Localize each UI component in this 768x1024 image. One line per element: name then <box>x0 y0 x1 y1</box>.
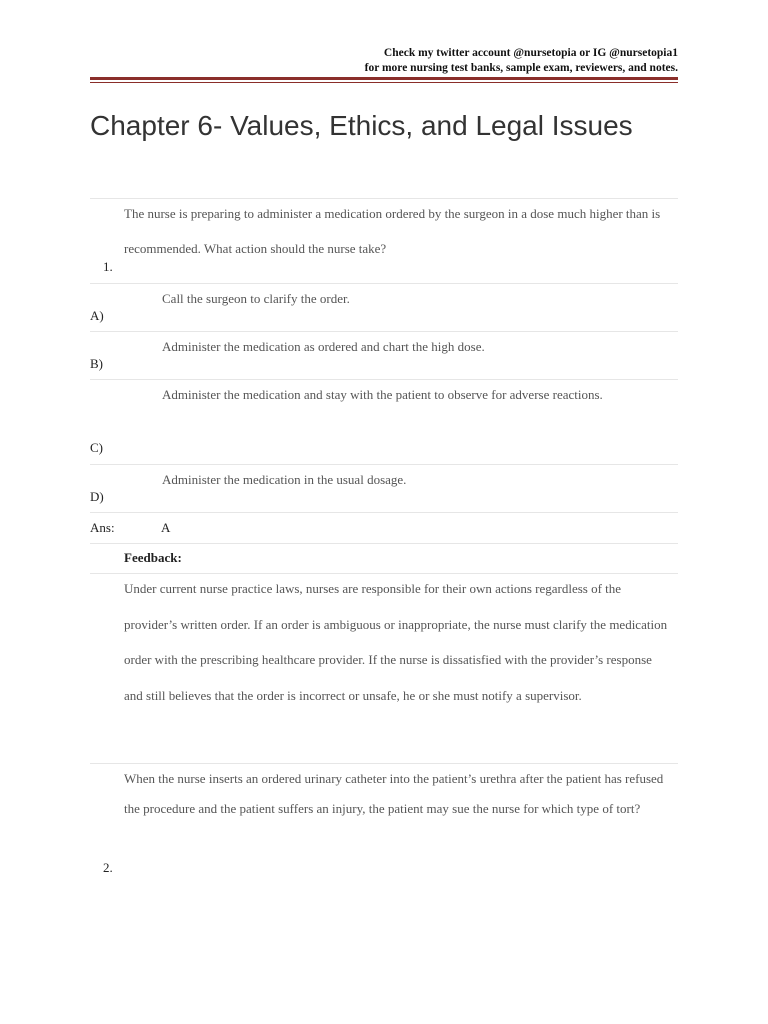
option-b-text: Administer the medication as ordered and chart the high dose. <box>162 339 485 354</box>
feedback-label-row <box>90 543 678 573</box>
question-1-text: The nurse is preparing to administer a medication ordered by the surgeon in a dose much higher than is recommended. What action should the nurse take? <box>124 206 661 256</box>
question-2-row <box>90 763 678 883</box>
question-2-number: 2. <box>103 860 113 875</box>
header-rule-thin <box>90 82 678 83</box>
option-d-letter: D) <box>90 489 104 504</box>
option-d-text: Administer the medication in the usual dosage. <box>162 472 407 487</box>
question-1-number: 1. <box>103 259 113 274</box>
option-a-text: Call the surgeon to clarify the order. <box>162 291 350 306</box>
option-b-row <box>90 331 678 379</box>
question-2-text: When the nurse inserts an ordered urinary catheter into the patient’s urethra after the patient has refused the procedure and the patient suffers an injury, the patient may sue the nurse for which type of tort? <box>124 771 664 816</box>
feedback-row <box>90 573 678 763</box>
header-line-2: for more nursing test banks, sample exam, reviewers, and notes. <box>364 62 678 74</box>
chapter-title: Chapter 6- Values, Ethics, and Legal Issues <box>90 110 633 141</box>
header-note <box>365 46 678 76</box>
option-b-letter: B) <box>90 356 103 371</box>
option-d-row <box>90 464 678 512</box>
feedback-text: Under current nurse practice laws, nurses are responsible for their own actions regardless of the provider’s written order. If an order is ambiguous or inappropriate, the nurse must clarify the medication order with the prescribing healthcare provider. If the nurse is dissatisfied with the provider’s response and still believes that the order is incorrect or unsafe, he or she must notify a supervisor. <box>124 581 668 703</box>
option-a-row <box>90 283 678 331</box>
feedback-label: Feedback: <box>124 550 182 565</box>
option-c-text: Administer the medication and stay with the patient to observe for adverse reactions. <box>162 387 603 402</box>
option-c-letter: C) <box>90 440 103 455</box>
option-a-letter: A) <box>90 308 104 323</box>
answer-row <box>90 512 678 543</box>
header-line-1: Check my twitter account @nursetopia or IG @nursetopia1 <box>383 47 678 59</box>
answer-value: A <box>161 520 171 535</box>
option-c-row <box>90 379 678 464</box>
answer-label: Ans: <box>90 520 115 535</box>
header-rule-thick <box>90 77 678 80</box>
question-1-row <box>90 198 678 283</box>
